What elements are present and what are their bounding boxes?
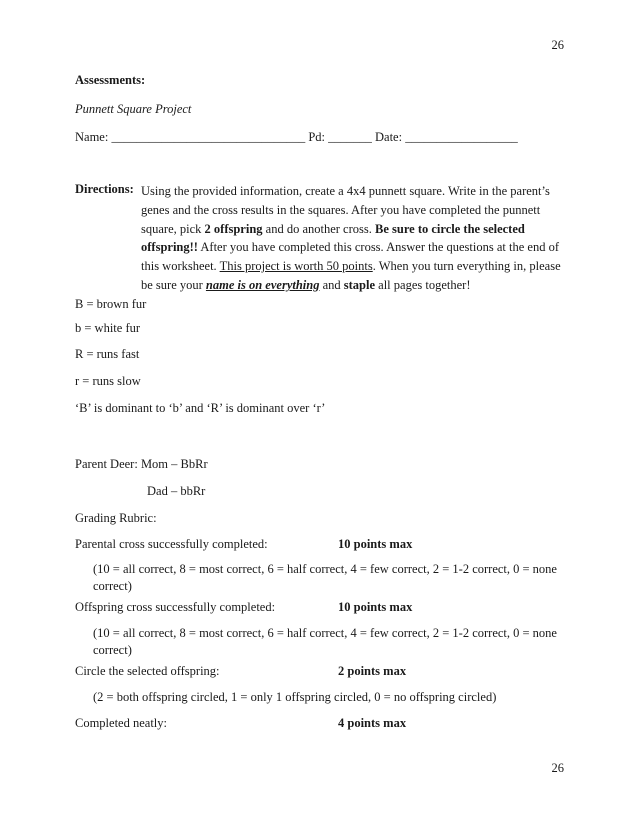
project-title: Punnett Square Project bbox=[75, 102, 192, 116]
parent-mom: Parent Deer: Mom – BbRr bbox=[75, 457, 208, 471]
rubric-item-detail: (10 = all correct, 8 = most correct, 6 = half correct, 4 = few correct, 2 = 1-2 correct, 0 = none correct) bbox=[93, 626, 557, 657]
rubric-title: Grading Rubric: bbox=[75, 511, 157, 525]
directions-bold-3: staple bbox=[343, 277, 376, 292]
directions-label: Directions: bbox=[75, 182, 134, 196]
rubric-item-points: 4 points max bbox=[338, 716, 407, 730]
directions-text-3: After you have completed this cross. Answer the questions at the end of this worksheet. bbox=[141, 240, 559, 274]
trait-line: R = runs fast bbox=[75, 347, 140, 361]
page-number-top: 26 bbox=[551, 38, 564, 52]
directions-text-1: Using the provided information, create a 4x4 punnett square. Write in the parent’s genes and the cross results in the squares. After you have completed the punnett square, pick bbox=[141, 184, 550, 236]
directions-text-4: . When you turn everything in, please be sure your bbox=[141, 259, 561, 292]
rubric-item-label: Parental cross successfully completed: bbox=[75, 537, 268, 551]
directions-text-6: all pages together! bbox=[375, 277, 471, 292]
trait-line: b = white fur bbox=[75, 321, 141, 335]
rubric-item-points: 10 points max bbox=[338, 600, 413, 614]
directions-bold-1: 2 offspring bbox=[204, 221, 263, 236]
directions-text-2: and do another cross. bbox=[262, 221, 376, 236]
trait-line: r = runs slow bbox=[75, 374, 141, 388]
section-heading: Assessments: bbox=[75, 73, 146, 87]
rubric-item-detail: (2 = both offspring circled, 1 = only 1 offspring circled, 0 = no offspring circled) bbox=[93, 690, 497, 704]
directions-underline: This project is worth 50 points bbox=[219, 259, 373, 274]
rubric-item-label: Completed neatly: bbox=[75, 716, 167, 730]
rubric-item-points: 10 points max bbox=[338, 537, 413, 551]
parent-dad: Dad – bbRr bbox=[147, 484, 206, 498]
directions-text bbox=[141, 182, 571, 295]
trait-line: B = brown fur bbox=[75, 297, 147, 311]
rubric-item-label: Circle the selected offspring: bbox=[75, 664, 220, 678]
rubric-item-points: 2 points max bbox=[338, 664, 407, 678]
dominance-rule: ‘B’ is dominant to ‘b’ and ‘R’ is dominant over ‘r’ bbox=[75, 401, 326, 415]
name-pd-date-line: Name: _______________________________ Pd: _______ Date: __________________ bbox=[75, 130, 518, 144]
directions-bold-2: Be sure to circle the selected offspring!! bbox=[141, 221, 525, 255]
rubric-item-detail: (10 = all correct, 8 = most correct, 6 = half correct, 4 = few correct, 2 = 1-2 correct, 0 = none correct) bbox=[93, 562, 557, 593]
directions-name-emphasis: name is on everything bbox=[205, 277, 320, 292]
directions-text-5: and bbox=[319, 277, 344, 292]
rubric-item-label: Offspring cross successfully completed: bbox=[75, 600, 276, 614]
page-number-bottom: 26 bbox=[551, 761, 564, 775]
